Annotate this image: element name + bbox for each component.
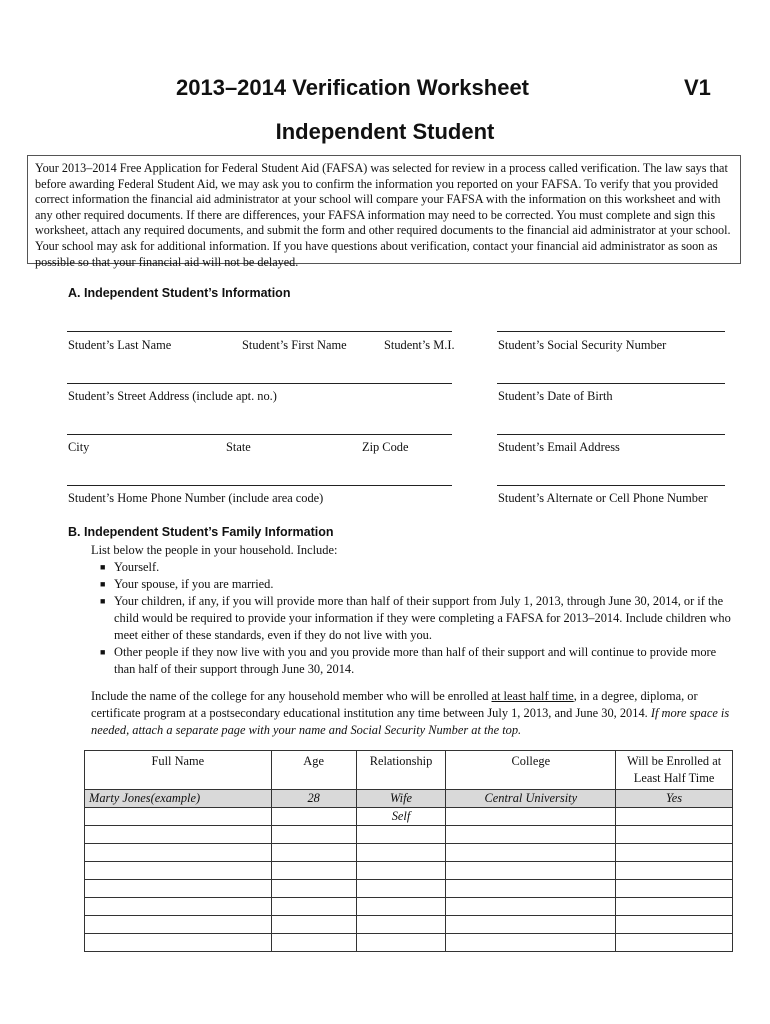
table-cell: Wife xyxy=(356,790,446,808)
square-bullet-icon: ■ xyxy=(100,562,106,572)
table-row xyxy=(85,916,733,934)
table-cell[interactable] xyxy=(446,916,616,934)
table-cell: 28 xyxy=(271,790,356,808)
table-row xyxy=(85,826,733,844)
email-entry-line[interactable] xyxy=(497,434,725,435)
table-cell[interactable] xyxy=(446,934,616,952)
email-label: Student’s Email Address xyxy=(498,440,620,454)
table-row xyxy=(85,880,733,898)
bullet-item: ■ Other people if they now live with you and you provide more than half of their support and will continue to provide more than half of their support through June 30, 2014. xyxy=(100,645,717,676)
col-college: College xyxy=(446,751,616,790)
city-label: City xyxy=(68,440,90,454)
example-row xyxy=(85,790,733,808)
table-cell[interactable] xyxy=(446,826,616,844)
household-table xyxy=(84,750,733,952)
table-cell[interactable] xyxy=(616,844,733,862)
dob-entry-line[interactable] xyxy=(497,383,725,384)
table-cell[interactable] xyxy=(616,916,733,934)
square-bullet-icon: ■ xyxy=(100,596,106,606)
table-cell[interactable] xyxy=(271,862,356,880)
table-cell[interactable] xyxy=(85,844,272,862)
table-cell[interactable] xyxy=(85,880,272,898)
table-cell[interactable] xyxy=(616,898,733,916)
last-name-label: Student’s Last Name xyxy=(68,338,172,352)
bullet-item: ■ Yourself. xyxy=(100,560,160,574)
table-cell[interactable] xyxy=(356,862,446,880)
intro-notice: Your 2013–2014 Free Application for Federal Student Aid (FAFSA) was selected for review in a process called verification. The law says that before awarding Federal Student Aid, we may ask you to confirm the information you reported on your FAFSA. To verify that you provided correct information the financial aid administrator at your school will compare your FAFSA with the information on this worksheet and with any other required documents. If there are differences, your FAFSA information may need to be corrected. You must complete and sign this worksheet, attach any required documents, and submit the form and other required documents to the financial aid administrator at your school. Your school may ask for additional information. If you have questions about verification, contact your financial aid administrator as soon as possible so that your financial aid will not be delayed. xyxy=(27,155,741,264)
table-cell[interactable] xyxy=(616,826,733,844)
section-a-title: A. Independent Student’s Information xyxy=(68,286,291,300)
table-cell[interactable] xyxy=(356,898,446,916)
worksheet-title: 2013–2014 Verification Worksheet xyxy=(176,75,530,100)
table-cell[interactable] xyxy=(271,916,356,934)
table-cell[interactable] xyxy=(85,934,272,952)
table-cell[interactable] xyxy=(356,916,446,934)
half-time-emphasis: at least half time xyxy=(491,689,574,703)
table-cell[interactable] xyxy=(356,844,446,862)
col-enrolled-half-time: Will be Enrolled at Least Half Time xyxy=(616,751,733,790)
table-cell[interactable] xyxy=(271,826,356,844)
table-cell[interactable] xyxy=(85,898,272,916)
table-cell[interactable] xyxy=(356,826,446,844)
table-cell[interactable] xyxy=(85,862,272,880)
square-bullet-icon: ■ xyxy=(100,647,106,657)
col-full-name: Full Name xyxy=(85,751,272,790)
table-cell[interactable]: Self xyxy=(356,808,446,826)
bullet-item: ■ Your children, if any, if you will provide more than half of their support from July 1, 2013, through June 30, 2014, or if the child would be required to provide your information if they were completing a FAFSA for 2013–2014. Include children who meet either of these standards, even if they do not live with you. xyxy=(100,594,731,642)
table-cell[interactable] xyxy=(446,880,616,898)
table-cell[interactable] xyxy=(271,880,356,898)
table-cell[interactable] xyxy=(616,880,733,898)
col-relationship: Relationship xyxy=(356,751,446,790)
table-cell[interactable] xyxy=(271,934,356,952)
middle-initial-label: Student’s M.I. xyxy=(384,338,455,352)
dob-label: Student’s Date of Birth xyxy=(498,389,613,403)
table-cell[interactable] xyxy=(446,898,616,916)
table-cell[interactable] xyxy=(85,826,272,844)
table-cell[interactable] xyxy=(271,844,356,862)
household-lead-text: List below the people in your household. Include: xyxy=(91,543,338,557)
table-row xyxy=(85,808,733,826)
table-cell: Central University xyxy=(446,790,616,808)
home-phone-label: Student’s Home Phone Number (include area code) xyxy=(68,491,324,505)
cell-phone-entry-line[interactable] xyxy=(497,485,725,486)
name-entry-line[interactable] xyxy=(67,331,452,332)
street-address-label: Student’s Street Address (include apt. no.) xyxy=(68,389,277,403)
ssn-label: Student’s Social Security Number xyxy=(498,338,667,352)
square-bullet-icon: ■ xyxy=(100,579,106,589)
first-name-label: Student’s First Name xyxy=(242,338,347,352)
zip-label: Zip Code xyxy=(362,440,409,454)
table-cell[interactable] xyxy=(616,934,733,952)
table-cell[interactable] xyxy=(356,880,446,898)
ssn-entry-line[interactable] xyxy=(497,331,725,332)
table-cell[interactable] xyxy=(85,808,272,826)
table-cell[interactable] xyxy=(271,898,356,916)
table-cell: Yes xyxy=(616,790,733,808)
version-label: V1 xyxy=(684,75,711,100)
table-header-row xyxy=(85,751,733,790)
city-state-zip-entry-line[interactable] xyxy=(67,434,452,435)
table-cell[interactable] xyxy=(271,808,356,826)
section-b-title: B. Independent Student’s Family Information xyxy=(68,525,334,539)
table-cell[interactable] xyxy=(356,934,446,952)
col-age: Age xyxy=(271,751,356,790)
home-phone-entry-line[interactable] xyxy=(67,485,452,486)
table-row xyxy=(85,898,733,916)
table-cell[interactable] xyxy=(446,844,616,862)
table-cell[interactable] xyxy=(85,916,272,934)
table-row xyxy=(85,862,733,880)
table-row xyxy=(85,844,733,862)
street-address-entry-line[interactable] xyxy=(67,383,452,384)
bullet-item: ■ Your spouse, if you are married. xyxy=(100,577,274,591)
cell-phone-label: Student’s Alternate or Cell Phone Number xyxy=(498,491,708,505)
table-row xyxy=(85,934,733,952)
table-cell[interactable] xyxy=(616,808,733,826)
table-cell: Marty Jones(example) xyxy=(85,790,272,808)
state-label: State xyxy=(226,440,251,454)
worksheet-subtitle: Independent Student xyxy=(275,119,495,144)
table-cell[interactable] xyxy=(616,862,733,880)
table-cell[interactable] xyxy=(446,808,616,826)
table-cell[interactable] xyxy=(446,862,616,880)
college-note: Include the name of the college for any household member who will be enrolled at least half time, in a degree, diploma, or certificate program at a postsecondary educational institution any time between July 1, 2013, and June 30, 2014. If more space is needed, attach a separate page with your name and Social Security Number at the top. xyxy=(91,689,730,737)
extra-space-note: If more space is needed, attach a separate page with your name and Social Security Number at the top. xyxy=(91,706,730,737)
